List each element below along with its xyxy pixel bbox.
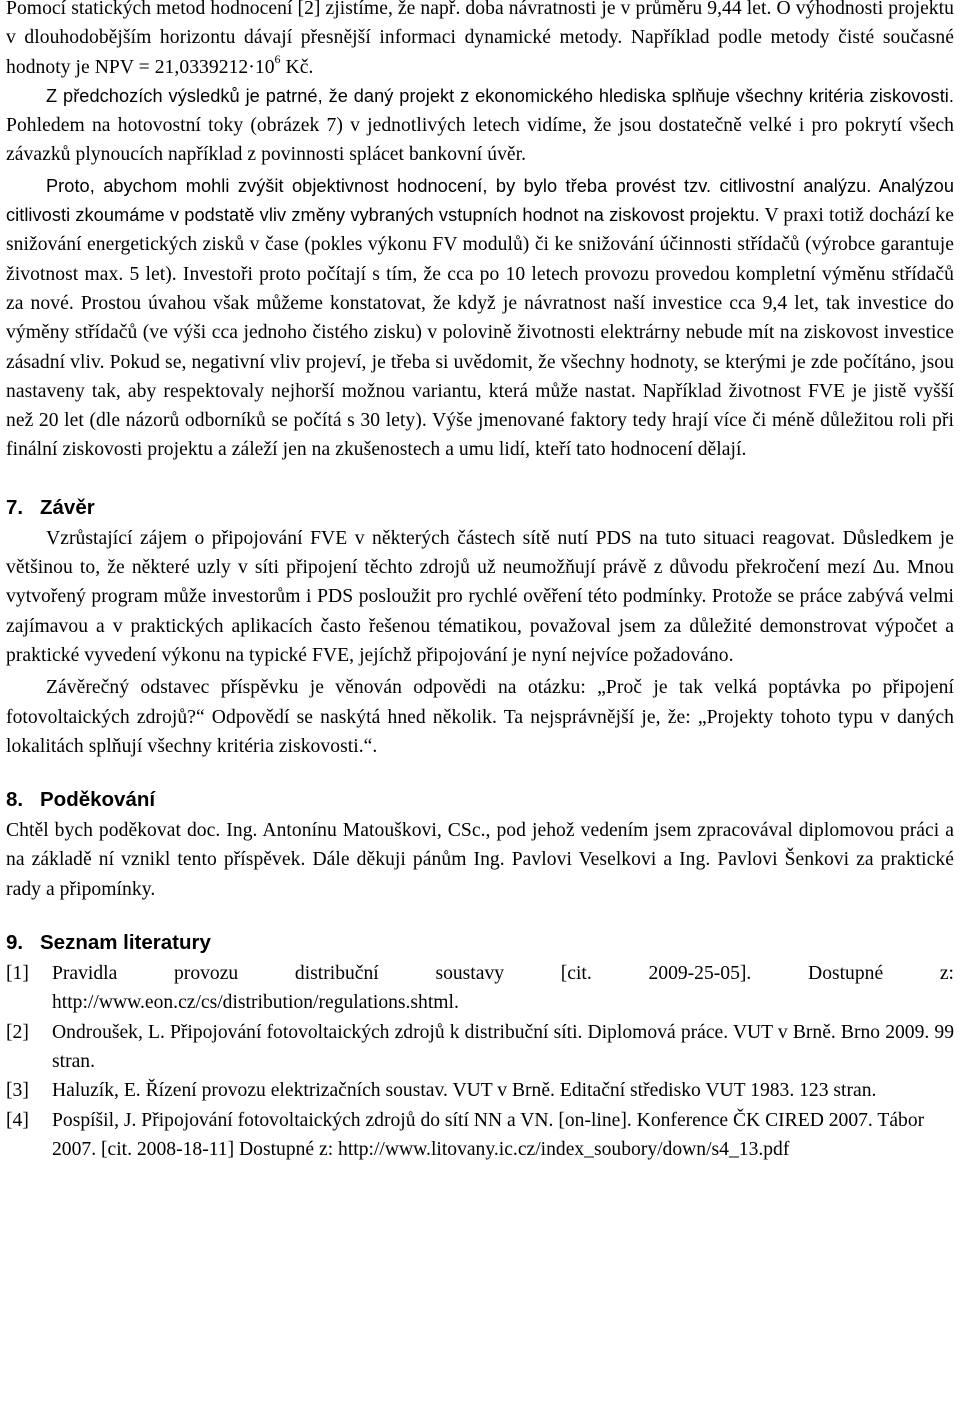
reference-item xyxy=(6,1076,954,1105)
paragraph-acknowledgements: Chtěl bych poděkovat doc. Ing. Antonínu Matouškovi, CSc., pod jehož vedením jsem zpracovával diplomovou práci a na základě ní vznikl tento příspěvek. Dále děkuji pánům Ing. Pavlovi Veselkovi a Ing. Pavlovi Šenkovi za praktické rady a připomínky. xyxy=(6,820,954,900)
section-number: 9. xyxy=(6,931,24,955)
reference-item xyxy=(6,1018,954,1077)
paragraph-conclusion: Vzrůstající zájem o připojování FVE v některých částech sítě nutí PDS na tuto situaci reagovat. Důsledkem je většinou to, že některé uzly v síti připojení těchto zdrojů už neumožňují právě z důvodu překročení mezí Δu. Mnou vytvořený program může investorům i PDS posloužit pro rychlé ověření této podmínky. Protože se práce zabývá velmi zajímavou a v praktických aplikacích často řešenou tématikou, považoval jsem za důležité demonstrovat výpočet a praktické vyvedení výkonu na typické FVE, jejíchž připojování je nyní nejvíce požadováno. xyxy=(6,527,954,666)
paragraph-final-question: Závěrečný odstavec příspěvku je věnován odpovědi na otázku: „Proč je tak velká poptávka po připojení fotovoltaických zdrojů?“ Odpovědí se naskýtá hned několik. Ta nejsprávnější je, že: „Projekty tohoto typu v daných lokalitách splňují všechny kritéria ziskovosti.“. xyxy=(6,677,954,757)
section-heading-acknowledgements xyxy=(6,785,954,814)
reference-label: [1] xyxy=(6,963,29,985)
exponent: 6 xyxy=(274,52,281,67)
section-heading-references xyxy=(6,928,954,957)
document-page xyxy=(6,0,954,1164)
section-title: Seznam literatury xyxy=(40,931,211,955)
section-title: Poděkování xyxy=(40,788,156,812)
reference-text: Pravidla provozu distribuční soustavy [cit. 2009-25-05]. Dostupné z: http://www.eon.cz/cs/distribution/regulations.shtml. xyxy=(52,963,954,1014)
reference-label: [3] xyxy=(6,1080,29,1102)
reference-label: [2] xyxy=(6,1021,29,1043)
reference-item xyxy=(6,1106,954,1165)
paragraph-cash-flows xyxy=(6,82,954,170)
paragraph-sensitivity-sans: Proto, abychom mohli zvýšit objektivnost hodnocení, by bylo třeba provést tzv. citlivostní analýzu. Analýzou citlivosti zkoumáme v podstatě vliv změny vybraných vstupních hodnot na ziskovost projektu. xyxy=(6,175,954,226)
reference-text: Pospíšil, J. Připojování fotovoltaických zdrojů do sítí NN a VN. [on-line]. Konference ČK CIRED 2007. Tábor 2007. [cit. 2008-18-11] Dostupné z: http://www.litovany.ic.cz/index_soubory/down/s4_13.pdf xyxy=(52,1109,925,1160)
reference-text: Ondroušek, L. Připojování fotovoltaických zdrojů k distribuční síti. Diplomová práce. VUT v Brně. Brno 2009. 99 stran. xyxy=(52,1021,954,1072)
section-title: Závěr xyxy=(40,495,95,519)
reference-label: [4] xyxy=(6,1109,29,1131)
reference-item xyxy=(6,959,954,1018)
paragraph-sensitivity xyxy=(6,172,954,465)
paragraph-static-methods xyxy=(6,0,954,82)
reference-text: Haluzík, E. Řízení provozu elektrizačních soustav. VUT v Brně. Editační středisko VUT 1983. 123 stran. xyxy=(52,1080,877,1102)
paragraph-sensitivity-serif: V praxi totiž dochází ke snižování energetických zisků v čase (pokles výkonu FV modulů) či ke snižování účinnosti střídačů (výrobce garantuje životnost max. 5 let). Investoři proto počítají s tím, že cca po 10 letech provozu provedou kompletní výměnu střídačů za nové. Prostou úvahou však můžeme konstatovat, že když je návratnost naší investice cca 9,4 let, tak investice do výměny střídačů (ve výši cca jednoho čistého zisku) v polovině životnosti elektrárny nebude mít na ziskovost investice zásadní vliv. Pokud se, negativní vliv projeví, je třeba si uvědomit, že všechny hodnoty, se kterými je zde počítáno, jsou nastaveny tak, aby respektovaly nejhorší možnou variantu, která může nastat. Například životnost FVE je jistě vyšší než 20 let (dle názorů odborníků se počítá s 30 lety). Výše jmenované faktory tedy hrají více či méně důležitou roli při finální ziskovosti projektu a záleží jen na zkušenostech a umu lidí, kteří tato hodnocení dělají. xyxy=(6,205,954,461)
section-number: 7. xyxy=(6,495,24,519)
paragraph-static-methods-end: Kč. xyxy=(280,56,314,78)
paragraph-cash-flows-serif: Pohledem na hotovostní toky (obrázek 7) v jednotlivých letech vidíme, že jsou dostatečně velké i pro pokrytí všech závazků plynoucích například z povinnosti splácet bankovní úvěr. xyxy=(6,115,954,166)
section-number: 8. xyxy=(6,788,24,812)
section-heading-conclusion xyxy=(6,493,954,522)
paragraph-cash-flows-sans: Z předchozích výsledků je patrné, že daný projekt z ekonomického hlediska splňuje všechny kritéria ziskovosti. xyxy=(46,85,954,106)
paragraph-static-methods-text: Pomocí statických metod hodnocení [2] zjistíme, že např. doba návratnosti je v průměru 9,44 let. O výhodnosti projektu v dlouhodobějším horizontu dávají přesnější informaci dynamické metody. Například podle metody čisté současné hodnoty je NPV = 21,0339212·10 xyxy=(6,0,954,78)
